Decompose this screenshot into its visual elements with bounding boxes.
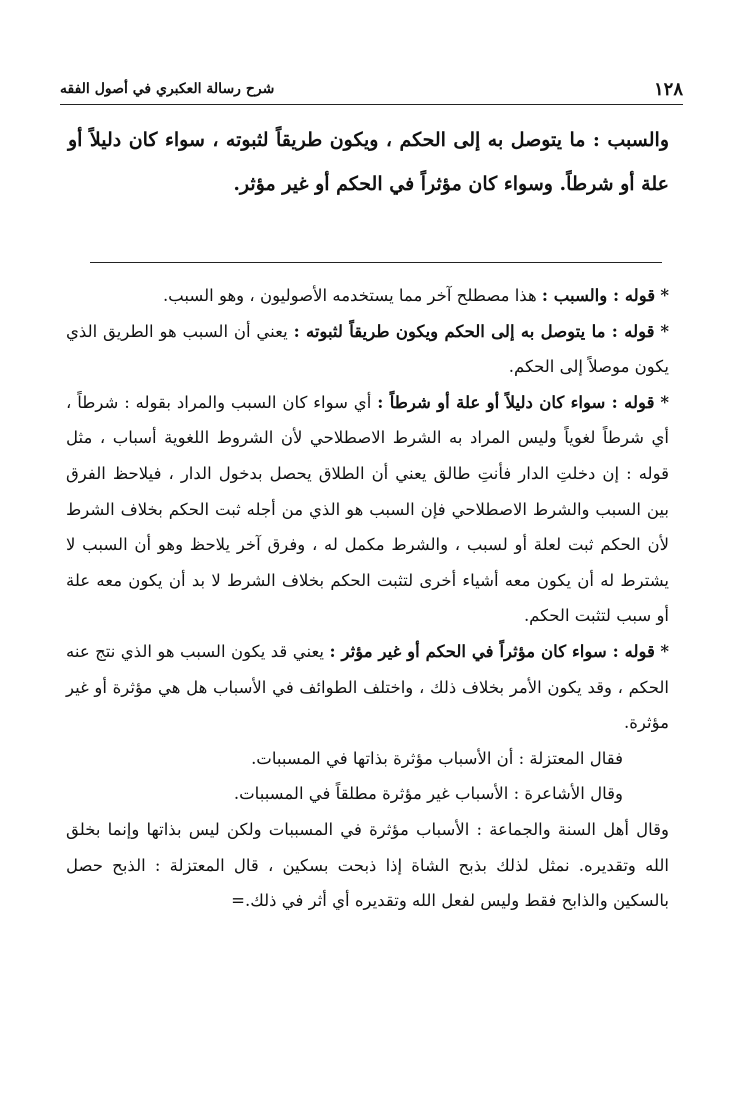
commentary bbox=[66, 278, 669, 919]
asterisk-marker: * bbox=[660, 321, 669, 341]
footnote-divider bbox=[90, 262, 662, 263]
asterisk-marker: * bbox=[660, 286, 669, 305]
commentary-note bbox=[66, 634, 669, 741]
commentary-note bbox=[66, 278, 669, 314]
commentary-note bbox=[66, 385, 669, 634]
opinion-ahl-sunnah: وقال أهل السنة والجماعة : الأسباب مؤثرة في المسببات ولكن ليس بذاتها وإنما بخلق الله وتقديره. نمثل لذلك بذبح الشاة إذا ذبحت بسكين ، قال المعتزلة : الذبح حصل بالسكين والذابح فقط وليس لفعل الله وتقديره أي أثر في ذلك.= bbox=[66, 819, 669, 911]
page-number: ١٢٨ bbox=[653, 78, 683, 100]
opinion-mutazila: فقال المعتزلة : أن الأسباب مؤثرة بذاتها في المسببات. bbox=[251, 748, 623, 768]
note-lemma: قوله : والسبب : bbox=[541, 286, 656, 305]
note-text: يعني قد يكون السبب هو الذي نتج عنه الحكم ، وقد يكون الأمر بخلاف ذلك ، واختلف الطوائف في الأسباب هل هي مؤثرة أو غير مؤثرة. bbox=[66, 641, 669, 733]
running-header bbox=[60, 74, 683, 105]
main-text: والسبب : ما يتوصل به إلى الحكم ، ويكون طريقاً لثبوته ، سواء كان دليلاً أو علة أو شرطاً. وسواء كان مؤثراً في الحكم أو غير مؤثر. bbox=[68, 129, 669, 195]
note-text: هذا مصطلح آخر مما يستخدمه الأصوليون ، وهو السبب. bbox=[162, 286, 537, 305]
opinion-ashaira: وقال الأشاعرة : الأسباب غير مؤثرة مطلقاً في المسببات. bbox=[233, 784, 623, 804]
note-text: يعني أن السبب هو الطريق الذي يكون موصلاً إلى الحكم. bbox=[66, 321, 669, 377]
note-lemma: قوله : سواء كان دليلاً أو علة أو شرطاً : bbox=[377, 392, 655, 412]
note-lemma: قوله : ما يتوصل به إلى الحكم ويكون طريقاً لثبوته : bbox=[293, 321, 655, 341]
commentary-note bbox=[66, 314, 669, 385]
asterisk-marker: * bbox=[660, 392, 670, 412]
note-text: أي سواء كان السبب والمراد بقوله : شرطاً ، أي شرطاً لغوياً وليس المراد به الشرط الاصطلاحي لأن الشروط اللغوية أسباب ، مثل قوله : إن دخلتِ الدار فأنتِ طالق يعني أن الطلاق يحصل بدخول الدار ، فيلاحظ الفرق بين السبب والشرط الاصطلاحي فإن السبب هو الذي من أجله ثبت الحكم بخلاف الشرط لأن الحكم ثبت لعلة أو لسبب ، والشرط مكمل له ، وفرق آخر يلاحظ وهو أن السبب لا يشترط له أن يكون معه أشياء أخرى لتثبت الحكم بخلاف الشرط لا بد أن يكون معه علة أو سبب لتثبت الحكم. bbox=[66, 392, 669, 626]
book-title: شرح رسالة العكبري في أصول الفقه bbox=[60, 81, 275, 97]
asterisk-marker: * bbox=[660, 641, 669, 661]
note-lemma: قوله : سواء كان مؤثراً في الحكم أو غير مؤثر : bbox=[329, 641, 655, 661]
